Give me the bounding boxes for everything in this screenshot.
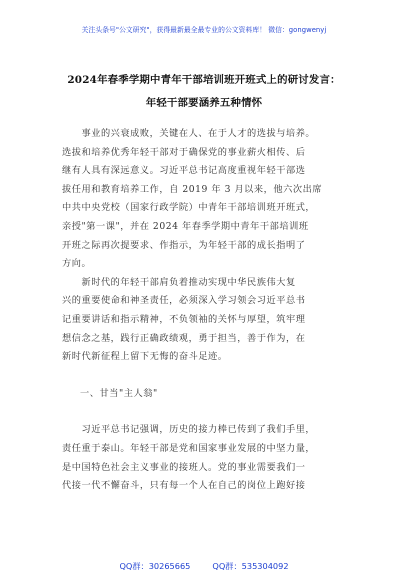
section-heading: 一、甘当"主人翁" — [80, 387, 158, 399]
document-title-line2: 年轻干部要涵养五种情怀 — [145, 97, 263, 109]
document-title-line1: 2024年春季学期中青年干部培训班开班式上的研讨发言： — [67, 74, 341, 86]
footer-qq-group-2: QQ群：535304092 — [212, 561, 289, 571]
paragraph-3 — [62, 421, 358, 495]
paragraph-1 — [62, 125, 358, 274]
text-line: 选拔和培养优秀年轻干部对于确保党的事业薪火相传、后 — [62, 146, 306, 158]
document-body — [62, 125, 358, 496]
text-line: 兴的重要使命和神圣责任，必须深入学习领会习近平总书 — [62, 295, 306, 307]
text-line: 继有人具有深远意义。习近平总书记高度重视年轻干部选 — [62, 165, 306, 177]
header-notice: 关注头条号"公文研究"，获得最新最全最专业的公文资料库！ 微信：gongwenyj — [81, 26, 327, 34]
text-line: 代接一代不懈奋斗，只有每一个人在自己的岗位上跑好接 — [62, 480, 306, 492]
text-line: 亲授"第一课"，并在 2024 年春季学期中青年干部培训班 — [62, 220, 309, 232]
text-line: 方向。 — [62, 258, 92, 270]
text-line: 新时代新征程上留下无悔的奋斗足迹。 — [62, 351, 228, 363]
text-line: 新时代的年轻干部肩负着推动实现中华民族伟大复 — [62, 276, 296, 288]
footer-qq-group-1: QQ群：30265665 — [119, 561, 191, 571]
text-line: 是中国特色社会主义事业的接班人。党的事业需要我们一 — [62, 461, 306, 473]
text-line: 中共中央党校（国家行政学院）中青年干部培训班开班式， — [62, 202, 316, 214]
text-line: 记重要讲话和指示精神，不负领袖的关怀与厚望，筑牢理 — [62, 313, 306, 325]
text-line: 开班之际再次提要求、作指示，为年轻干部的成长指明了 — [62, 239, 306, 251]
paragraph-2 — [62, 274, 358, 367]
text-line: 事业的兴衰成败，关键在人、在于人才的选拔与培养。 — [62, 128, 316, 139]
text-line: 想信念之基，践行正确政绩观，勇于担当，善于作为，在 — [62, 332, 306, 344]
text-line: 拔任用和教育培养工作，自 2019 年 3 月以来，他六次出席 — [62, 183, 323, 195]
footer-contact — [0, 561, 408, 572]
text-line: 习近平总书记强调，历史的接力棒已传到了我们手里， — [62, 424, 316, 436]
text-line: 责任重于泰山。年轻干部是党和国家事业发展的中坚力量， — [62, 442, 316, 454]
